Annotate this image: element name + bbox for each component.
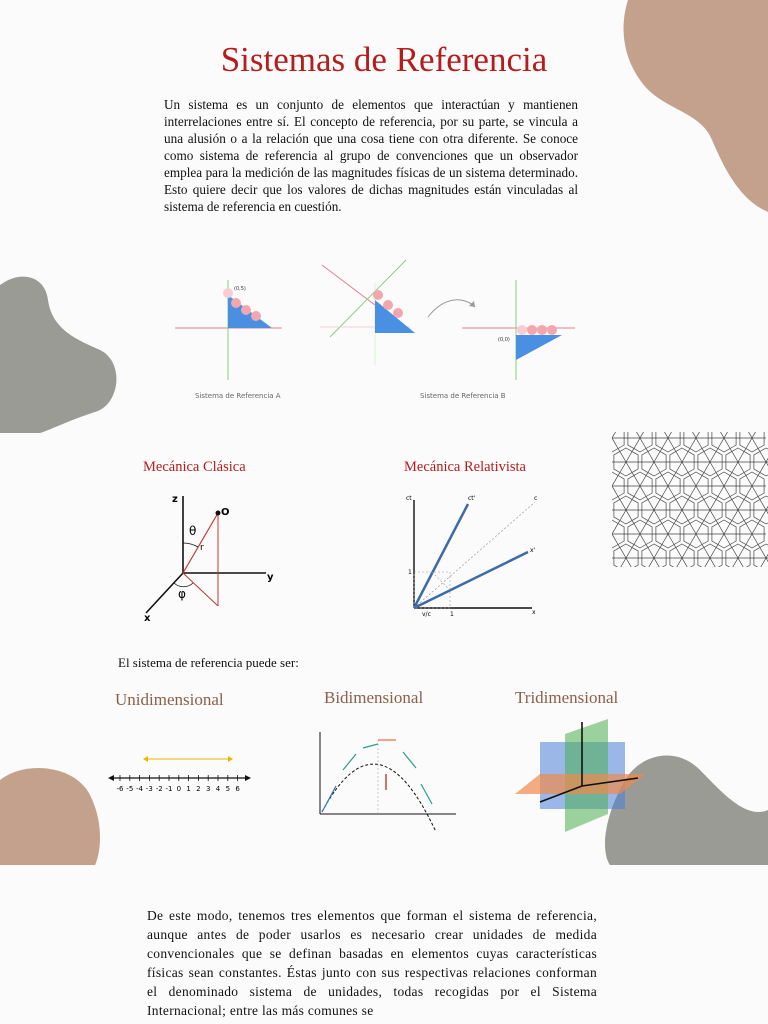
unit-box [414, 572, 450, 608]
arrow-v3 [403, 752, 416, 768]
projectile-diagram [308, 712, 468, 842]
number-line-label: 0 [176, 785, 182, 793]
number-line [108, 748, 253, 798]
highlight-arrow-right [228, 756, 233, 762]
arrow-v1 [343, 754, 356, 770]
tan-blob-bottom-left [0, 768, 100, 865]
pattern-hexagon [698, 544, 722, 567]
pattern-line [661, 432, 675, 450]
number-line-label: -1 [165, 785, 173, 793]
number-line-label: -6 [116, 785, 124, 793]
gray-blob-left [0, 277, 116, 433]
pattern-hexagon [726, 544, 750, 567]
section-title-relativista: Mecánica Relativista [404, 459, 526, 475]
caption-a: Sistema de Referencia A [195, 392, 281, 400]
pattern-line [689, 432, 703, 450]
pattern-hexagon [614, 544, 638, 567]
arrow-v2 [363, 744, 378, 748]
pattern-line [612, 432, 619, 450]
label-vc: v/c [422, 611, 431, 618]
pattern-line [745, 432, 759, 450]
number-line-label: -5 [126, 785, 134, 793]
plane-xz [515, 774, 645, 794]
classic-spherical-diagram [138, 488, 283, 623]
reference-systems-figure [170, 255, 580, 405]
dot-a2-1 [373, 290, 383, 300]
axis-xp [414, 552, 528, 608]
pattern-hexagon [656, 432, 680, 452]
title-unidimensional: Unidimensional [115, 690, 224, 709]
dot-a0 [223, 288, 233, 298]
pattern-hexagon [642, 544, 666, 567]
caption-b: Sistema de Referencia B [420, 392, 506, 400]
pattern-line [717, 432, 731, 450]
title-tridimensional: Tridimensional [515, 688, 619, 707]
pattern-hexagon [628, 432, 652, 452]
label-r: r [200, 543, 204, 553]
axis-ctp [414, 504, 468, 608]
pattern-line [633, 432, 647, 450]
label-one-x: 1 [450, 611, 454, 618]
page-title: Sistemas de Referencia [220, 40, 548, 79]
three-d-axes-diagram [510, 714, 655, 834]
label-phi: φ [178, 587, 186, 601]
section-title-clasica: Mecánica Clásica [143, 459, 246, 475]
number-line-arrow-left [108, 775, 114, 781]
number-line-label: -3 [145, 785, 153, 793]
theta-arc [183, 543, 198, 547]
projection-base [183, 573, 218, 606]
label-z: z [172, 494, 178, 505]
triangle-b [516, 335, 562, 360]
relativity-spacetime-diagram [400, 490, 565, 622]
point-o [216, 511, 221, 516]
label-one-y: 1 [408, 569, 412, 576]
trajectory-curve [322, 764, 436, 832]
pattern-hexagon [712, 432, 736, 452]
transform-arrowhead [469, 301, 475, 307]
light-line [414, 502, 535, 608]
pattern-line [633, 432, 647, 450]
transform-arrow [428, 300, 475, 317]
number-line-label: 4 [215, 785, 221, 793]
pattern-line [661, 432, 675, 450]
number-line-label: 5 [225, 785, 231, 793]
pattern-hexagon [740, 432, 764, 452]
title-bidimensional: Bidimensional [324, 688, 424, 707]
pattern-line [745, 432, 759, 450]
dot-b3 [547, 325, 557, 335]
dot-a2-2 [383, 300, 393, 310]
label-origin-top: (0,5) [234, 286, 246, 292]
highlight-arrow-left [143, 756, 148, 762]
number-line-label: 6 [235, 785, 240, 793]
number-line-label: 1 [186, 785, 191, 793]
label-xp: x' [530, 547, 536, 554]
label-o: O [221, 507, 230, 518]
label-x-rel: x [532, 609, 536, 616]
pattern-line [717, 432, 731, 450]
arrow-v0 [322, 786, 336, 812]
dot-a2 [241, 305, 251, 315]
dot-b1 [527, 325, 537, 335]
label-c: c [534, 495, 538, 502]
label-theta: θ [189, 524, 197, 538]
tan-blob-top-right [624, 0, 768, 212]
number-line-label: 2 [196, 785, 201, 793]
intro-paragraph: Un sistema es un conjunto de elementos que interactúan y mantienen interrelaciones entre sí. El concepto de referencia, por su parte, se vincula a una alusión o a la relación que una cosa tiene con otra diferente. Se conoce como sistema de referencia al grupo de convenciones que un observador emplea para la medición de las magnitudes físicas de un sistema determinado. Esto quiere decir que los valores de dichas magnitudes están vinculadas al sistema de referencia en cuestión. [164, 97, 578, 214]
label-x: x [144, 613, 151, 623]
pattern-line [689, 432, 703, 450]
pattern-line [759, 546, 768, 567]
dot-b2 [537, 325, 547, 335]
dot-b0 [517, 325, 527, 335]
dot-a3 [251, 311, 261, 321]
closing-paragraph: De este modo, tenemos tres elementos que forman el sistema de referencia, aunque antes de poder usarlos es necesario crear unidades de medida convencionales que se definan basadas en elementos cuyas características físicas sean constantes. Éstas junto con sus respectivas relaciones conforman el denominado sistema de unidades, todas recogidas por el Sistema Internacional; entre las más comunes se [147, 908, 597, 1018]
dot-a2-3 [393, 308, 403, 318]
arrow-v4 [421, 784, 432, 804]
number-line-label: -4 [136, 785, 144, 793]
label-y: y [267, 572, 274, 583]
number-line-arrow-right [245, 775, 251, 781]
number-line-label: -2 [155, 785, 163, 793]
label-ct: ct [406, 495, 412, 502]
pattern-hexagon [670, 544, 694, 567]
label-origin: (0,0) [498, 337, 510, 343]
number-line-label: 3 [205, 785, 211, 793]
pattern-line [612, 432, 619, 450]
pattern-hexagon [754, 544, 768, 567]
pattern-hexagon [684, 432, 708, 452]
unit-box-skew [432, 572, 450, 590]
label-ctp: ct' [468, 495, 476, 502]
geometric-pattern [612, 432, 768, 567]
dot-a1 [231, 298, 241, 308]
puede-ser-label: El sistema de referencia puede ser: [118, 655, 299, 670]
